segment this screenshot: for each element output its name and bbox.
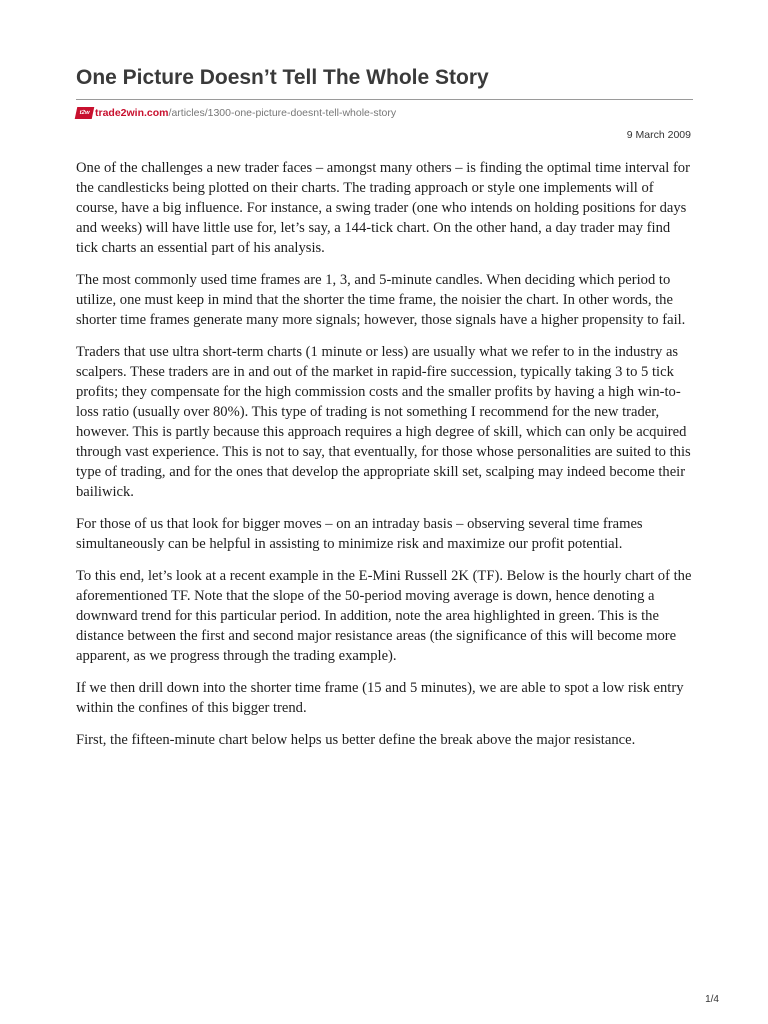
publish-date: 9 March 2009	[626, 129, 691, 141]
paragraph: For those of us that look for bigger moves – on an intraday basis – observing several time frames simultaneously can be helpful in assisting to minimize risk and maximize our profit potential.	[76, 516, 643, 552]
page-title: One Picture Doesn’t Tell The Whole Story	[76, 66, 489, 89]
article-body	[76, 158, 694, 762]
trade2win-logo-icon: t2w	[75, 107, 95, 119]
source-path-link[interactable]: /articles/1300-one-picture-doesnt-tell-whole-story	[168, 107, 397, 119]
source-line	[76, 107, 396, 119]
source-domain-link[interactable]: trade2win.com	[95, 107, 169, 119]
paragraph: First, the fifteen-minute chart below helps us better define the break above the major resistance.	[76, 732, 636, 748]
title-divider	[76, 99, 693, 100]
paragraph: To this end, let’s look at a recent example in the E-Mini Russell 2K (TF). Below is the hourly chart of the aforementioned TF. Note that the slope of the 50-period moving average is down, hence denoting a downward trend for this particular period. In addition, note the area highlighted in green. This is the distance between the first and second major resistance areas (the significance of this will become more apparent, as we progress through the trading example).	[76, 568, 692, 664]
page-number: 1/4	[705, 994, 719, 1005]
paragraph: The most commonly used time frames are 1, 3, and 5-minute candles. When deciding which period to utilize, one must keep in mind that the shorter the time frame, the noisier the chart. In other words, the shorter time frames generate many more signals; however, those signals have a higher propensity to fail.	[76, 272, 686, 328]
paragraph: If we then drill down into the shorter time frame (15 and 5 minutes), we are able to spot a low risk entry within the confines of this bigger trend.	[76, 680, 684, 716]
paragraph: One of the challenges a new trader faces – amongst many others – is finding the optimal time interval for the candlesticks being plotted on their charts. The trading approach or style one implements will of course, have a big influence. For instance, a swing trader (one who intends on holding positions for days and weeks) will have little use for, let’s say, a 144-tick chart. On the other hand, a day trader may find tick charts an essential part of his analysis.	[76, 160, 690, 256]
paragraph: Traders that use ultra short-term charts (1 minute or less) are usually what we refer to in the industry as scalpers. These traders are in and out of the market in rapid-fire succession, typically taking 3 to 5 tick profits; they compensate for the high commission costs and the smaller profits by having a high win-to-loss ratio (usually over 80%). This type of trading is not something I recommend for the new trader, however. This is partly because this approach requires a high degree of skill, which can only be acquired through vast experience. This is not to say, that eventually, for those whose personalities are suited to this type of trading, and for the ones that develop the appropriate skill set, scalping may indeed become their bailiwick.	[76, 344, 691, 500]
